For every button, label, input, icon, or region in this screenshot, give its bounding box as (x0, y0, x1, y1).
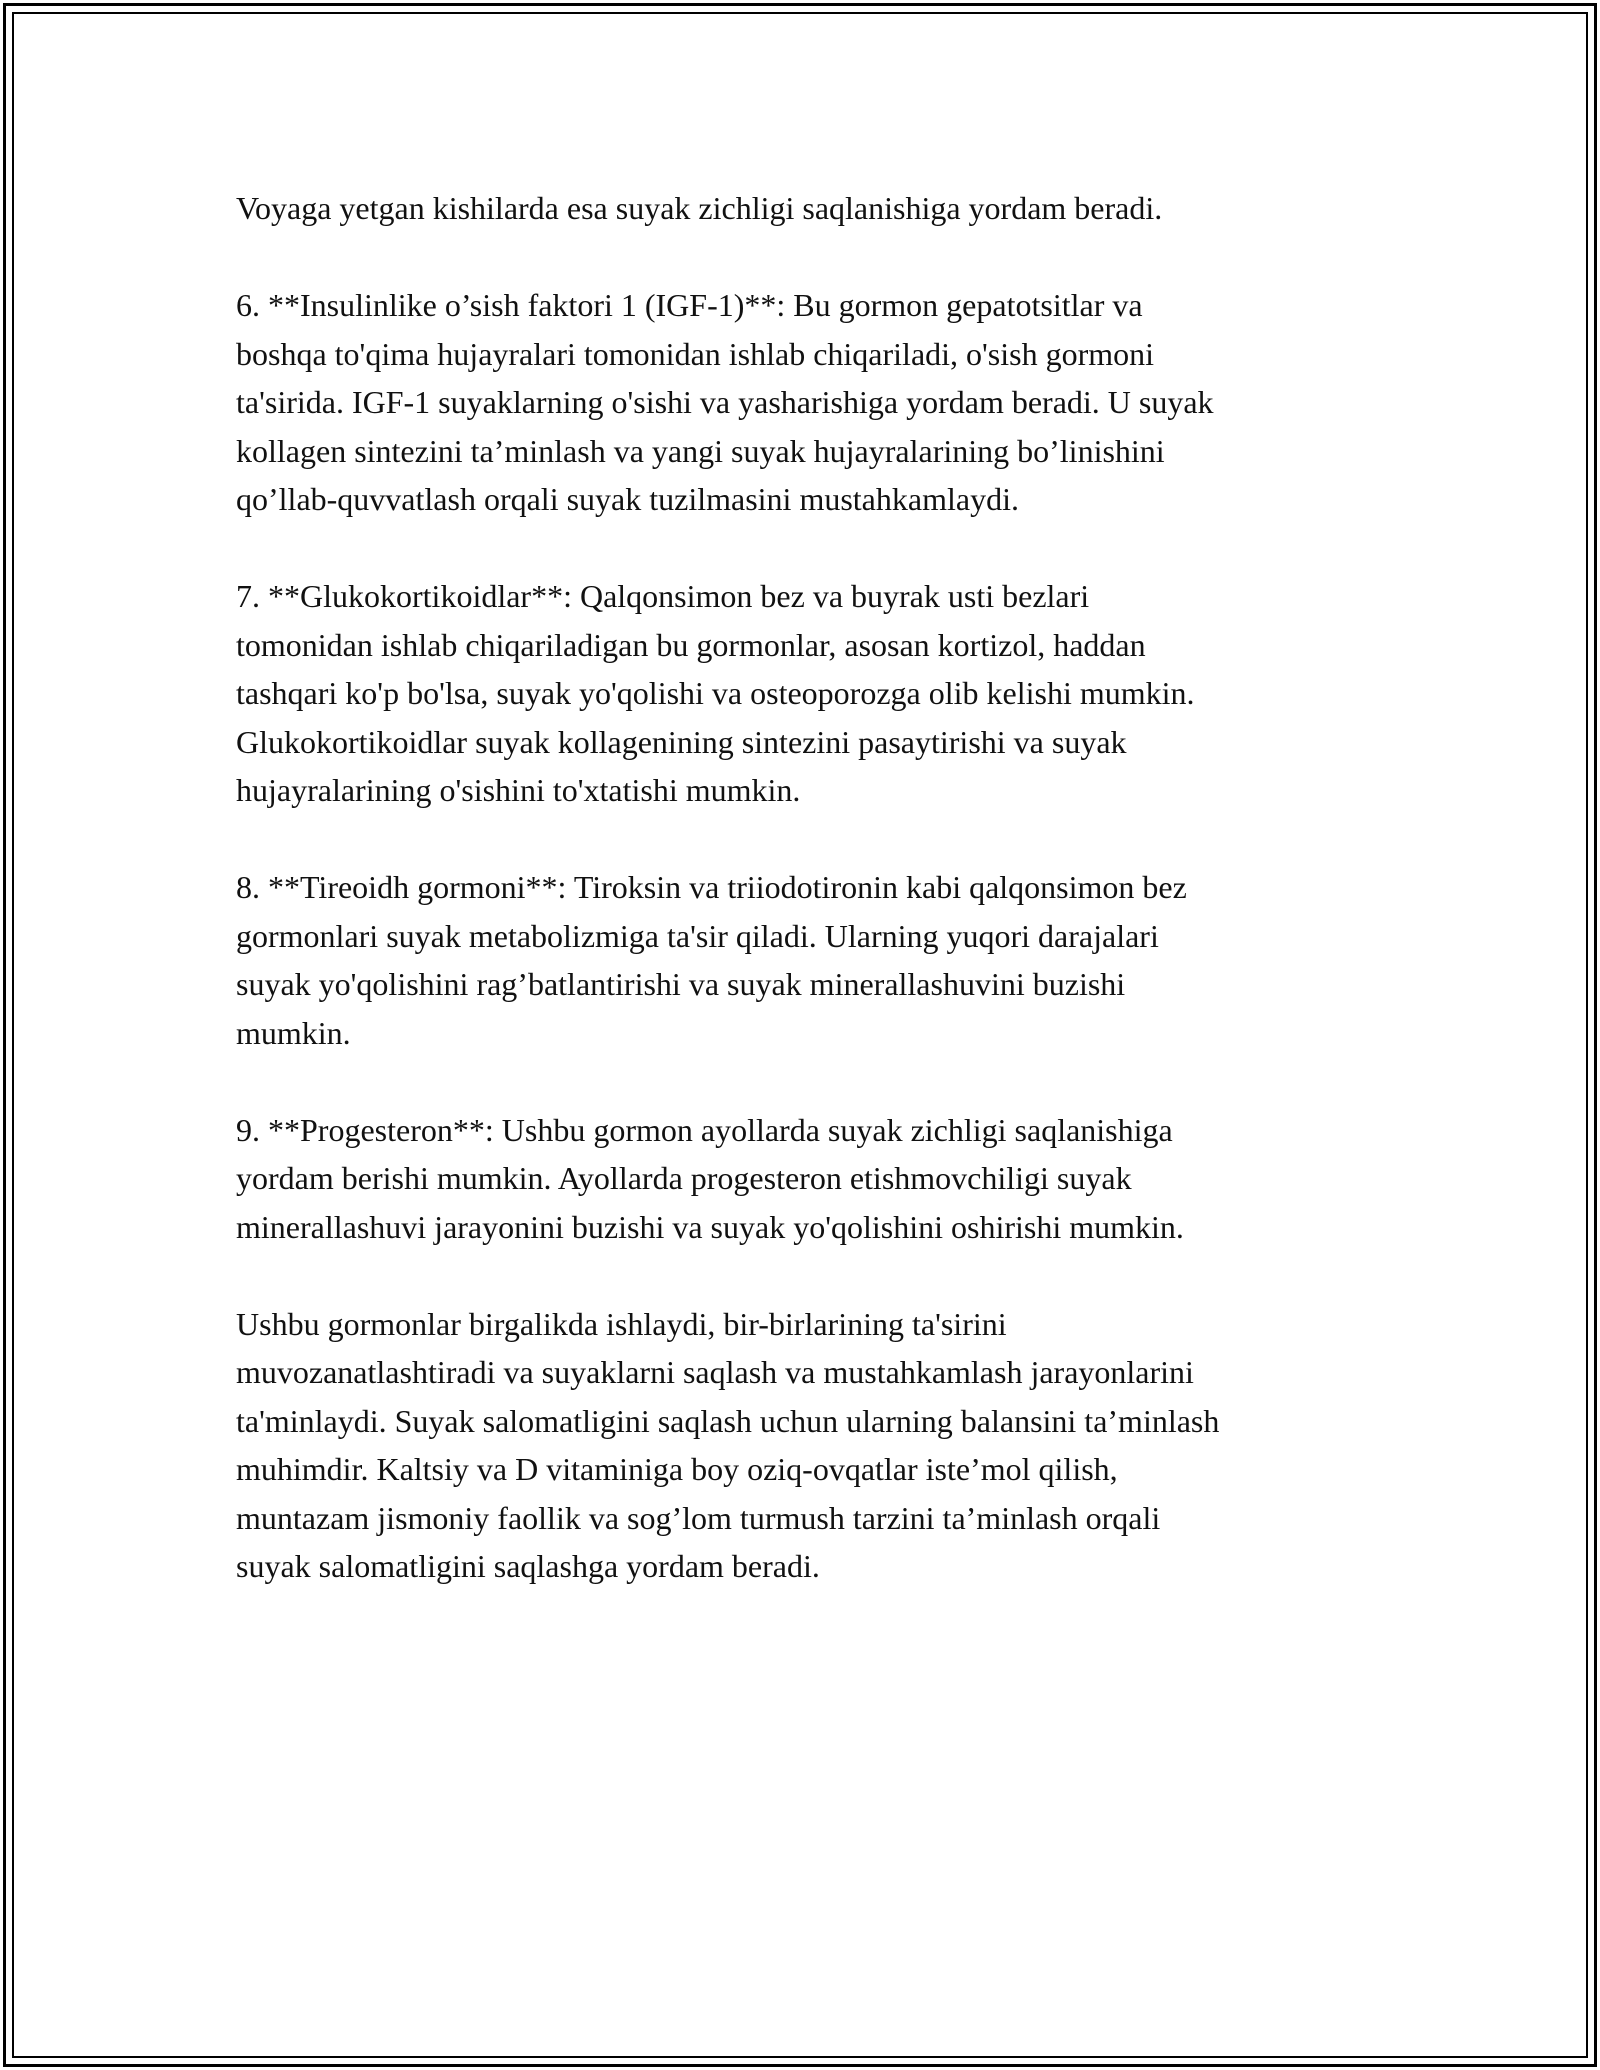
text-line: Glukokortikoidlar suyak kollagenining sintezini pasaytirishi va suyak (236, 723, 1127, 760)
text-line: boshqa to'qima hujayralari tomonidan ishlab chiqariladi, o'sish gormoni (236, 335, 1155, 372)
text-line: 9. **Progesteron**: Ushbu gormon ayollarda suyak zichligi saqlanishiga (236, 1111, 1173, 1148)
text-line: kollagen sintezini ta’minlash va yangi suyak hujayralarining bo’linishini (236, 432, 1165, 469)
paragraph-glucocorticoids (236, 572, 1376, 815)
text-line: ta'sirida. IGF-1 suyaklarning o'sishi va yasharishiga yordam beradi. U suyak (236, 384, 1214, 420)
text-line: 6. **Insulinlike o’sish faktori 1 (IGF-1)**: Bu gormon gepatotsitlar va (236, 287, 1143, 323)
text-line: 7. **Glukokortikoidlar**: Qalqonsimon bez va buyrak usti bezlari (236, 578, 1090, 614)
text-line: tomonidan ishlab chiqariladigan bu gormonlar, asosan kortizol, haddan (236, 626, 1146, 663)
text-line: yordam berishi mumkin. Ayollarda progesteron etishmovchiligi suyak (236, 1160, 1132, 1196)
text-line: tashqari ko'p bo'lsa, suyak yo'qolishi va osteoporozga olib kelishi mumkin. (236, 675, 1195, 711)
text-line: Ushbu gormonlar birgalikda ishlaydi, bir-birlarining ta'sirini (236, 1305, 1007, 1342)
text-line: suyak yo'qolishini rag’batlantirishi va suyak minerallashuvini buzishi (236, 966, 1126, 1002)
text-line: hujayralarining o'sishini to'xtatishi mumkin. (236, 772, 801, 808)
text-line: Voyaga yetgan kishilarda esa suyak zichligi saqlanishiga yordam beradi. (236, 190, 1163, 226)
paragraph-igf1 (236, 281, 1376, 524)
text-line: muntazam jismoniy faollik va sog’lom turmush tarzini ta’minlash orqali (236, 1499, 1161, 1536)
text-line: gormonlari suyak metabolizmiga ta'sir qiladi. Ularning yuqori darajalari (236, 917, 1159, 954)
paragraph-intro (236, 184, 1376, 233)
document-body (236, 184, 1376, 1639)
paragraph-thyroid-hormone (236, 863, 1376, 1057)
text-line: ta'minlaydi. Suyak salomatligini saqlash uchun ularning balansini ta’minlash (236, 1402, 1220, 1439)
text-line: suyak salomatligini saqlashga yordam beradi. (236, 1548, 820, 1584)
text-line: qo’llab-quvvatlash orqali suyak tuzilmasini mustahkamlaydi. (236, 481, 1019, 517)
text-line: muhimdir. Kaltsiy va D vitaminiga boy oziq-ovqatlar iste’mol qilish, (236, 1451, 1118, 1487)
text-line: minerallashuvi jarayonini buzishi va suyak yo'qolishini oshirishi mumkin. (236, 1208, 1184, 1245)
text-line: muvozanatlashtiradi va suyaklarni saqlash va mustahkamlash jarayonlarini (236, 1354, 1194, 1390)
text-line: 8. **Tireoidh gormoni**: Tiroksin va triiodotironin kabi qalqonsimon bez (236, 869, 1187, 905)
paragraph-progesterone (236, 1106, 1376, 1252)
paragraph-conclusion (236, 1300, 1376, 1591)
text-line: mumkin. (236, 1014, 351, 1051)
